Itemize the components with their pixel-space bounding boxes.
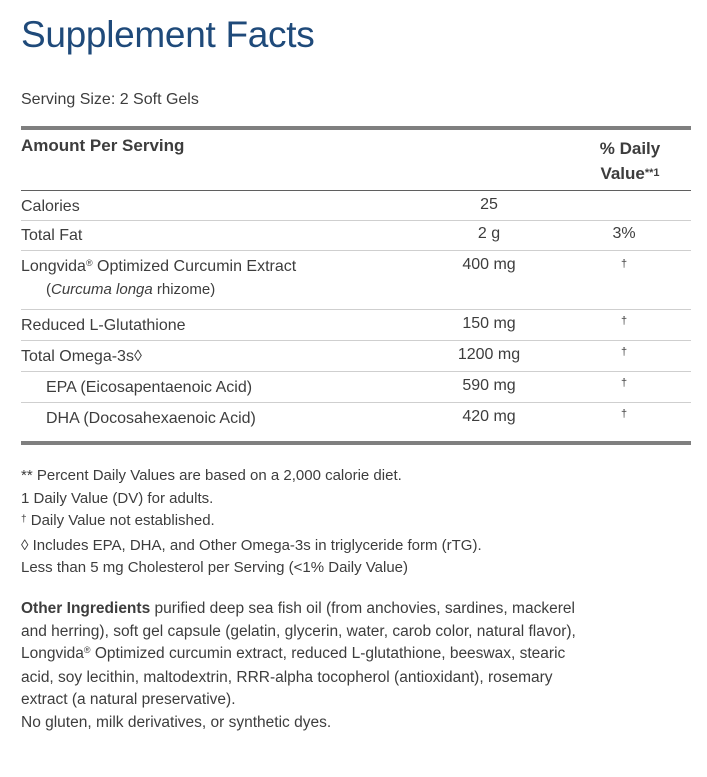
top-divider (21, 126, 691, 130)
nutrient-name: EPA (Eicosapentaenoic Acid) (46, 379, 253, 396)
allergen-statement: No gluten, milk derivatives, or synthetic dyes. (21, 713, 332, 731)
nutrient-amount: 400 mg (462, 256, 516, 273)
nutrient-daily-value: † (620, 315, 628, 327)
table-row (21, 251, 691, 310)
nutrient-name: Total Omega-3s◊ (21, 348, 142, 365)
footnote-adults: 1 Daily Value (DV) for adults. (21, 489, 214, 507)
nutrient-daily-value: 3% (612, 225, 636, 242)
bottom-divider (21, 441, 691, 445)
nutrient-name: Total Fat (21, 227, 83, 244)
nutrient-amount: 25 (480, 196, 498, 213)
amount-per-serving-header: Amount Per Serving (21, 136, 185, 155)
nutrient-name: Reduced L-Glutathione (21, 317, 186, 334)
other-ingredients-label: Other Ingredients (21, 600, 151, 617)
nutrient-daily-value: † (620, 258, 628, 270)
nutrient-amount: 590 mg (462, 377, 516, 394)
footnote-percent-dv: ** Percent Daily Values are based on a 2,000 calorie diet. (21, 467, 402, 484)
nutrient-source: (Curcuma longa rhizome) (46, 281, 216, 298)
nutrient-daily-value: † (620, 346, 628, 358)
nutrient-name: Calories (21, 198, 80, 215)
table-row (21, 403, 691, 433)
nutrient-amount: 1200 mg (457, 346, 521, 363)
table-row (21, 341, 691, 372)
footnote-omega: ◊ Includes EPA, DHA, and Other Omega-3s in triglyceride form (rTG). (21, 536, 482, 554)
daily-value-footnote-mark: **1 (644, 167, 660, 179)
nutrient-amount: 150 mg (462, 315, 516, 332)
table-row (21, 190, 691, 221)
nutrient-name: Longvida® Optimized Curcumin Extract (Curcuma longa rhizome) (21, 256, 296, 301)
nutrient-amount: 420 mg (462, 408, 516, 425)
table-row (21, 220, 691, 251)
table-row (21, 372, 691, 403)
footnote-cholesterol: Less than 5 mg Cholesterol per Serving (<1% Daily Value) (21, 559, 408, 577)
nutrient-name: DHA (Docosahexaenoic Acid) (46, 410, 256, 427)
serving-size: Serving Size: 2 Soft Gels (21, 91, 199, 108)
daily-value-header-line1: % Daily (599, 139, 661, 158)
page-title: Supplement Facts (21, 14, 315, 55)
nutrient-amount: 2 g (477, 225, 501, 242)
other-ingredients: Other Ingredients purified deep sea fish oil (from anchovies, sardines, mackerel and herring), soft gel capsule (gelatin, glycerin, water, carob color, natural flavor), Longvida® Optimized curcumin extract, reduced L-glutathione, beeswax, stearic acid, soy lecithin, maltodextrin, RRR-alpha tocopherol (antioxidant), rosemary extract (a natural preservative). No gluten, milk derivatives, or synthetic dyes. (21, 598, 691, 735)
table-row (21, 310, 691, 341)
footnote-not-established: † Daily Value not established. (21, 512, 215, 530)
nutrient-daily-value: † (620, 408, 628, 420)
footnotes (21, 465, 482, 580)
nutrient-daily-value: † (620, 377, 628, 389)
daily-value-header-line2: Value (600, 164, 645, 183)
daily-value-header (569, 136, 691, 189)
